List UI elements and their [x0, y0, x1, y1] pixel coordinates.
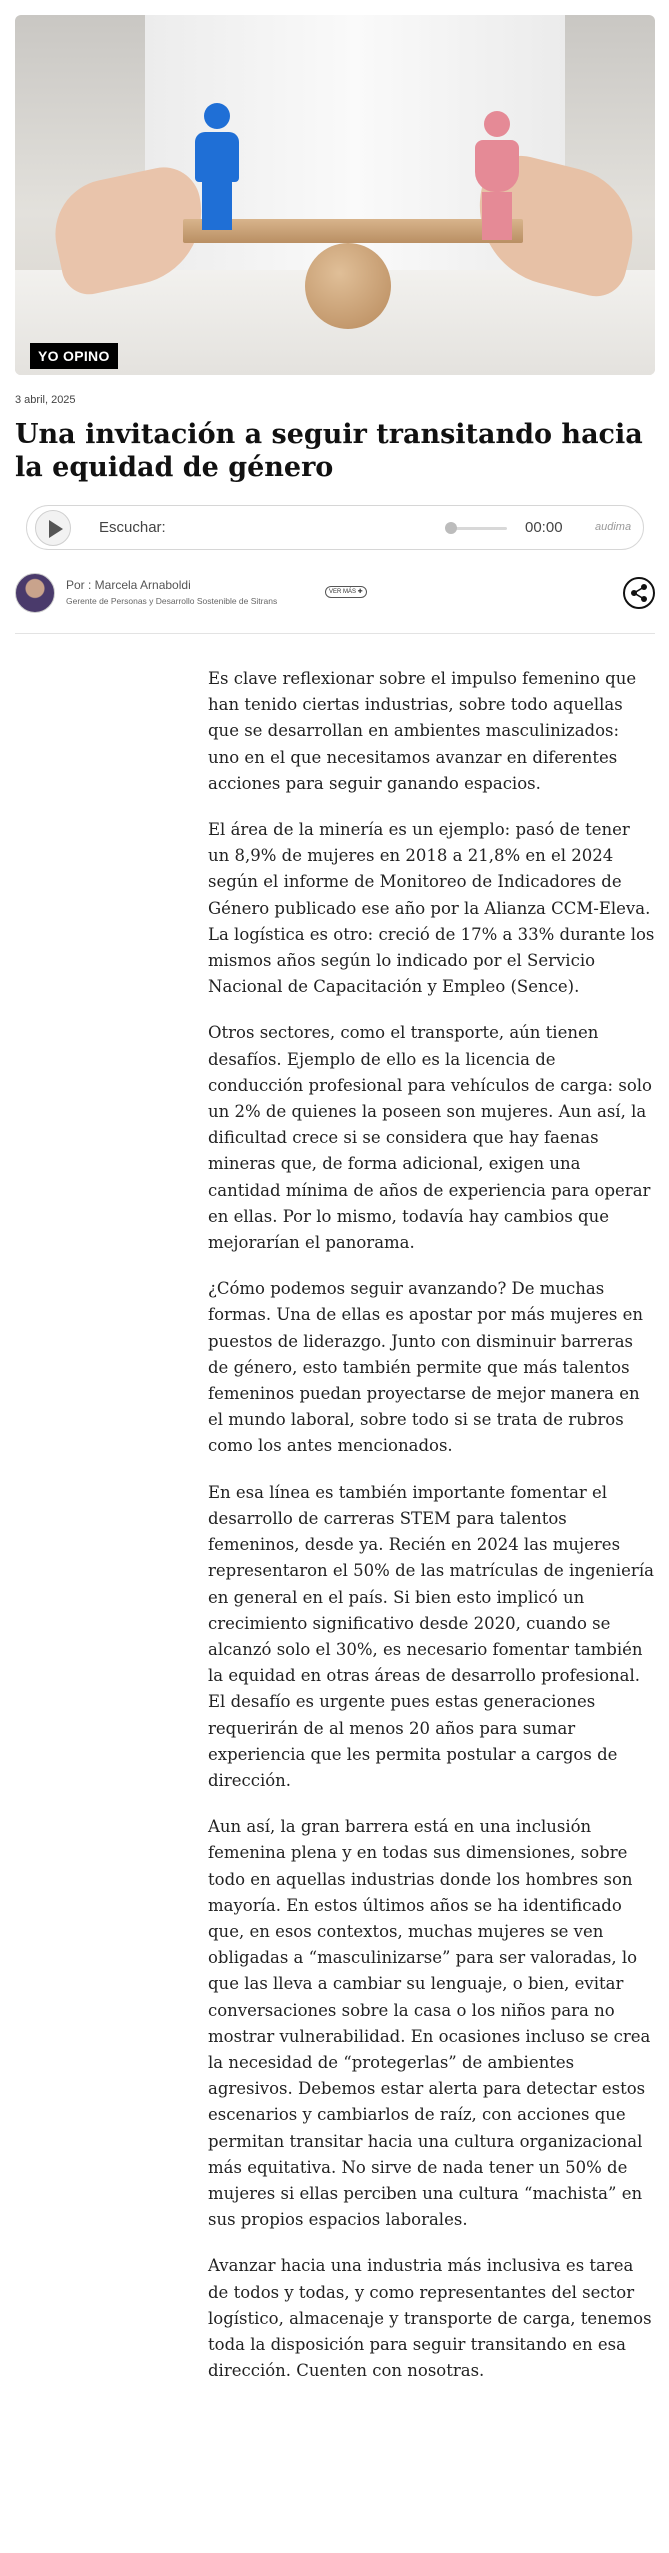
article-date: 3 abril, 2025 [15, 394, 76, 406]
author-byline[interactable]: Por : Marcela Arnaboldi [66, 578, 191, 592]
paragraph: Avanzar hacia una industria más inclusiva es tarea de todos y todas, y como representantes del sector logístico, almacenaje y transporte de carga, tenemos toda la disposición para seguir transitando en esa dirección. Cuenten con nosotras. [208, 2256, 652, 2381]
category-badge[interactable]: YO OPINO [30, 343, 118, 369]
hero-image [15, 15, 655, 375]
see-more-button[interactable]: VER MÁS ✚ [325, 586, 367, 598]
female-figure [475, 111, 519, 240]
share-icon[interactable] [623, 577, 655, 609]
balance-fulcrum [305, 243, 391, 329]
paragraph: El área de la minería es un ejemplo: pasó de tener un 8,9% de mujeres en 2018 a 21,8% en el 2024 según el informe de Monitoreo de Indicadores de Género publicado ese año por la Alianza CCM-Eleva. La logística es otro: creció de 17% a 33% durante los mismos años según lo indicado por el Servicio Nacional de Capacitación y Empleo (Sence). [208, 820, 655, 997]
paragraph: Otros sectores, como el transporte, aún tienen desafíos. Ejemplo de ello es la licencia de conducción profesional para vehículos de carga: solo un 2% de quienes la poseen son mujeres. Aun así, la dificultad crece si se considera que hay faenas mineras que, de forma adicional, exigen una cantidad mínima de años de experiencia para operar en ellas. Por lo mismo, todavía hay cambios que mejorarían el panorama. [208, 1023, 652, 1253]
article-body [208, 666, 655, 2404]
audio-player [26, 505, 644, 550]
player-time: 00:00 [525, 519, 563, 536]
article-title: Una invitación a seguir transitando hacia la equidad de género [15, 419, 643, 483]
paragraph: En esa línea es también importante fomentar el desarrollo de carreras STEM para talentos femeninos, desde ya. Recién en 2024 las mujeres representaron el 50% de las matrículas de ingeniería en general en el país. Si bien esto implicó un crecimiento significativo desde 2020, cuando se alcanzó solo el 30%, es necesario fomentar también la equidad en otras áreas de desarrollo profesional. El desafío es urgente pues estas generaciones requerirán de al menos 20 años para sumar experiencia que les permita postular a cargos de dirección. [208, 1482, 654, 1790]
paragraph: Es clave reflexionar sobre el impulso femenino que han tenido ciertas industrias, sobre todo aquellas que se desarrollan en ambientes masculinizados: uno en el que necesitamos avanzar en diferentes acciones para seguir ganando espacios. [208, 669, 637, 793]
author-role: Gerente de Personas y Desarrollo Sostenible de Sitrans [66, 596, 278, 606]
paragraph: Aun así, la gran barrera está en una inclusión femenina plena y en todas sus dimensiones, sobre todo en aquellas industrias donde los hombres son mayoría. En estos últimos años se ha identificado que, en esos contextos, muchas mujeres se ven obligadas a “masculinizarse” para ser valoradas, lo que las lleva a cambiar su lenguaje, o bien, evitar conversaciones sobre la casa o los niños para no mostrar vulnerabilidad. En ocasiones incluso se crea la necesidad de “protegerlas” de ambientes agresivos. Debemos estar alerta para detectar estos escenarios y cambiarlos de raíz, con acciones que permitan transitar hacia una cultura organizacional más equitativa. No sirve de nada tener un 50% de mujeres si ellas perciben una cultura “machista” en sus propios espacios laborales. [208, 1817, 651, 2230]
paragraph: ¿Cómo podemos seguir avanzando? De muchas formas. Una de ellas es apostar por más mujeres en puestos de liderazgo. Junto con disminuir barreras de género, esto también permite que más talentos femeninos puedan proyectarse de mejor manera en el mundo laboral, sobre todo si se trata de rubros como los antes mencionados. [208, 1279, 644, 1456]
author-bar [15, 572, 655, 616]
divider [15, 633, 655, 634]
avatar [15, 573, 55, 613]
progress-handle[interactable] [445, 522, 457, 534]
player-brand[interactable]: audima [595, 521, 632, 533]
play-icon[interactable] [35, 510, 71, 546]
male-figure [195, 103, 239, 230]
progress-track[interactable] [451, 527, 507, 530]
listen-label: Escuchar: [99, 519, 166, 536]
